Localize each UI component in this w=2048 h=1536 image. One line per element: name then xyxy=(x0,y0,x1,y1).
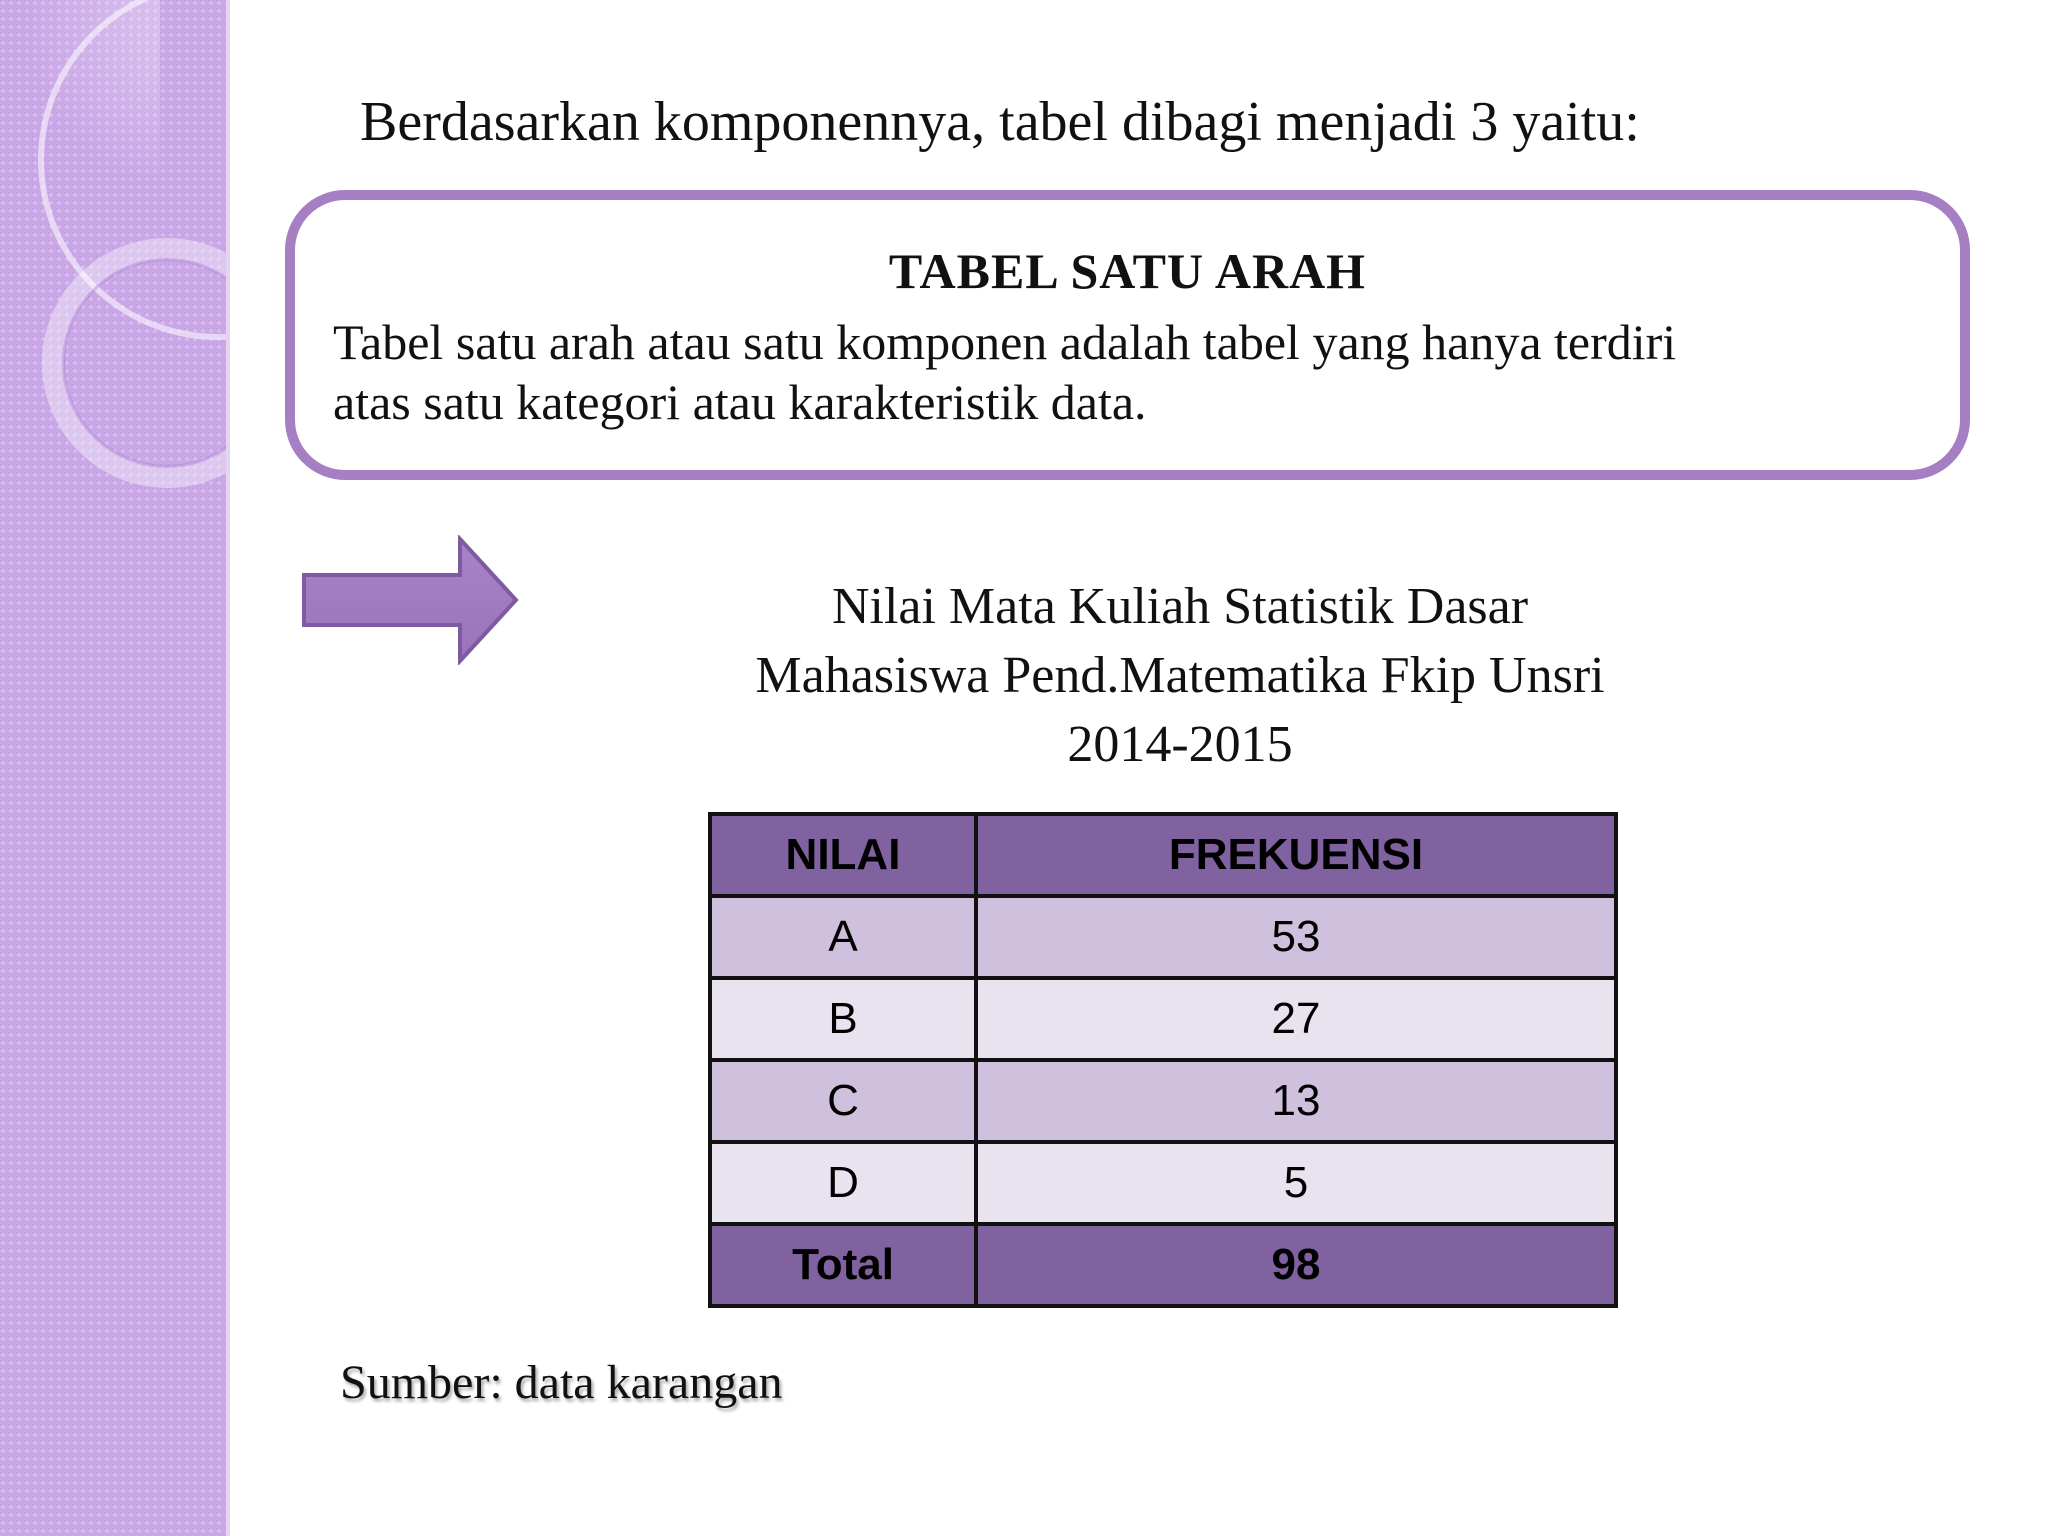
total-value: 98 xyxy=(976,1224,1616,1306)
table-row xyxy=(710,896,1616,978)
table-header-row xyxy=(710,814,1616,896)
table-row xyxy=(710,978,1616,1060)
cell-frekuensi: 13 xyxy=(976,1060,1616,1142)
total-label: Total xyxy=(710,1224,976,1306)
caption-line-3: 2014-2015 xyxy=(1067,716,1293,773)
header-frekuensi: FREKUENSI xyxy=(976,814,1616,896)
definition-text xyxy=(333,312,1933,432)
definition-line-2: atas satu kategori atau karakteristik data. xyxy=(333,374,1147,430)
table-row xyxy=(710,1060,1616,1142)
slide-heading: Berdasarkan komponennya, tabel dibagi menjadi 3 yaitu: xyxy=(360,91,1640,153)
definition-line-1: Tabel satu arah atau satu komponen adalah tabel yang hanya terdiri xyxy=(333,314,1677,370)
sidebar-divider xyxy=(226,0,230,1536)
source-note: Sumber: data karangan xyxy=(340,1356,783,1409)
cell-nilai: B xyxy=(710,978,976,1060)
table-caption xyxy=(700,572,1660,779)
caption-line-2: Mahasiswa Pend.Matematika Fkip Unsri xyxy=(755,647,1605,704)
cell-nilai: D xyxy=(710,1142,976,1224)
cell-nilai: A xyxy=(710,896,976,978)
table-row xyxy=(710,1142,1616,1224)
cell-frekuensi: 53 xyxy=(976,896,1616,978)
right-arrow-icon xyxy=(300,535,520,665)
table-total-row xyxy=(710,1224,1616,1306)
frequency-table xyxy=(708,812,1618,1308)
definition-box xyxy=(285,190,1970,480)
cell-frekuensi: 5 xyxy=(976,1142,1616,1224)
decorative-sidebar xyxy=(0,0,228,1536)
caption-line-1: Nilai Mata Kuliah Statistik Dasar xyxy=(831,578,1529,635)
header-nilai: NILAI xyxy=(710,814,976,896)
cell-frekuensi: 27 xyxy=(976,978,1616,1060)
definition-title: TABEL SATU ARAH xyxy=(888,243,1367,299)
cell-nilai: C xyxy=(710,1060,976,1142)
